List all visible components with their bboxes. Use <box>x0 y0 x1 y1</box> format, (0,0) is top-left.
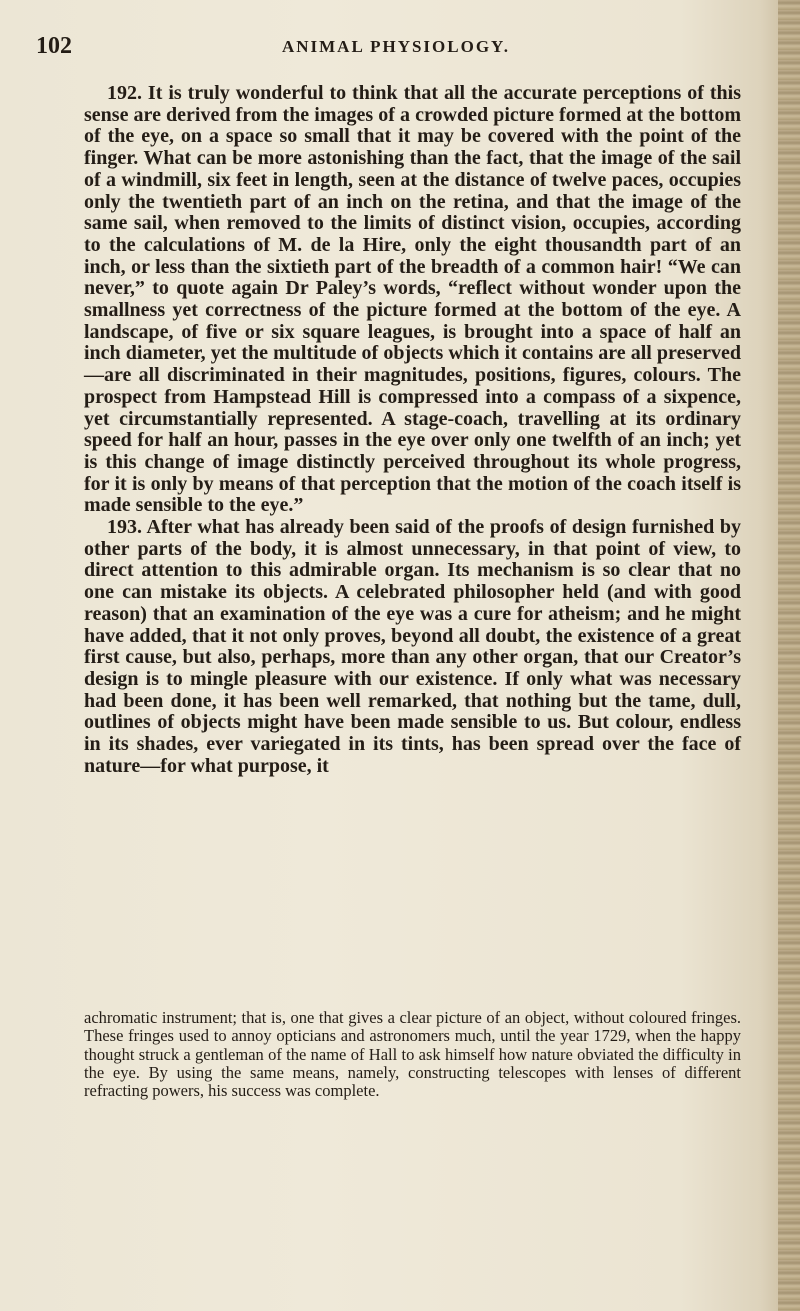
running-head: ANIMAL PHYSIOLOGY. <box>281 37 511 56</box>
paragraph-193: 193. After what has already been said of the proofs of design furnished by other parts of the body, it is almost unnecessary, in that point of view, to direct attention to this admirable organ. Its mechanism is so clear that no one can mistake its objects. A celebrated philosopher held (and with good reason) that an examination of the eye was a cure for atheism; and he might have added, that it not only proves, beyond all doubt, the existence of a great first cause, but also, perhaps, more than any other organ, that our Creator’s design is to mingle pleasure with our existence. If only what was necessary had been done, it has been well remarked, that nothing but the tame, dull, outlines of objects might have been made sensible to us. But colour, endless in its shades, ever variegated in its tints, has been spread over the face of nature—for what purpose, it <box>84 516 741 777</box>
paragraph-192: 192. It is truly wonderful to think that all the accurate perceptions of this sense are derived from the images of a crowded picture formed at the bottom of the eye, on a space so small that it may be covered with the point of the finger. What can be more astonishing than the fact, that the image of the sail of a windmill, six feet in length, seen at the distance of twelve paces, occupies only the twentieth part of an inch on the retina, and that the image of the same sail, when removed to the limits of distinct vision, occupies, according to the calculations of M. de la Hire, only the eight thousandth part of an inch, or less than the sixtieth part of the breadth of a common hair! “We can never,” to quote again Dr Paley’s words, “reflect without wonder upon the smallness yet correctness of the picture formed at the bottom of the eye. A landscape, of five or six square leagues, is brought into a space of half an inch diameter, yet the multitude of objects which it contains are all preserved—are all discriminated in their magnitudes, positions, figures, colours. The prospect from Hampstead Hill is compressed into a compass of a sixpence, yet circumstantially represented. A stage-coach, travelling at its ordinary speed for half an hour, passes in the eye over only one twelfth of an inch; yet is this change of image distinctly perceived throughout its whole progress, for it is only by means of that perception that the motion of the coach itself is made sensible to the eye.” <box>84 82 741 517</box>
page-edge <box>778 0 800 1311</box>
footnote <box>84 1009 741 1100</box>
body-text <box>84 83 741 778</box>
page-number: 102 <box>36 33 72 59</box>
page-header <box>36 32 756 60</box>
footnote-text: achromatic instrument; that is, one that gives a clear picture of an object, without coloured fringes. These fringes used to annoy opticians and astronomers much, until the year 1729, when the happy thought struck a gentleman of the name of Hall to ask himself how nature obviated the difficulty in the eye. By using the same means, namely, constructing telescopes with lenses of different refracting powers, his success was complete. <box>84 1008 741 1101</box>
